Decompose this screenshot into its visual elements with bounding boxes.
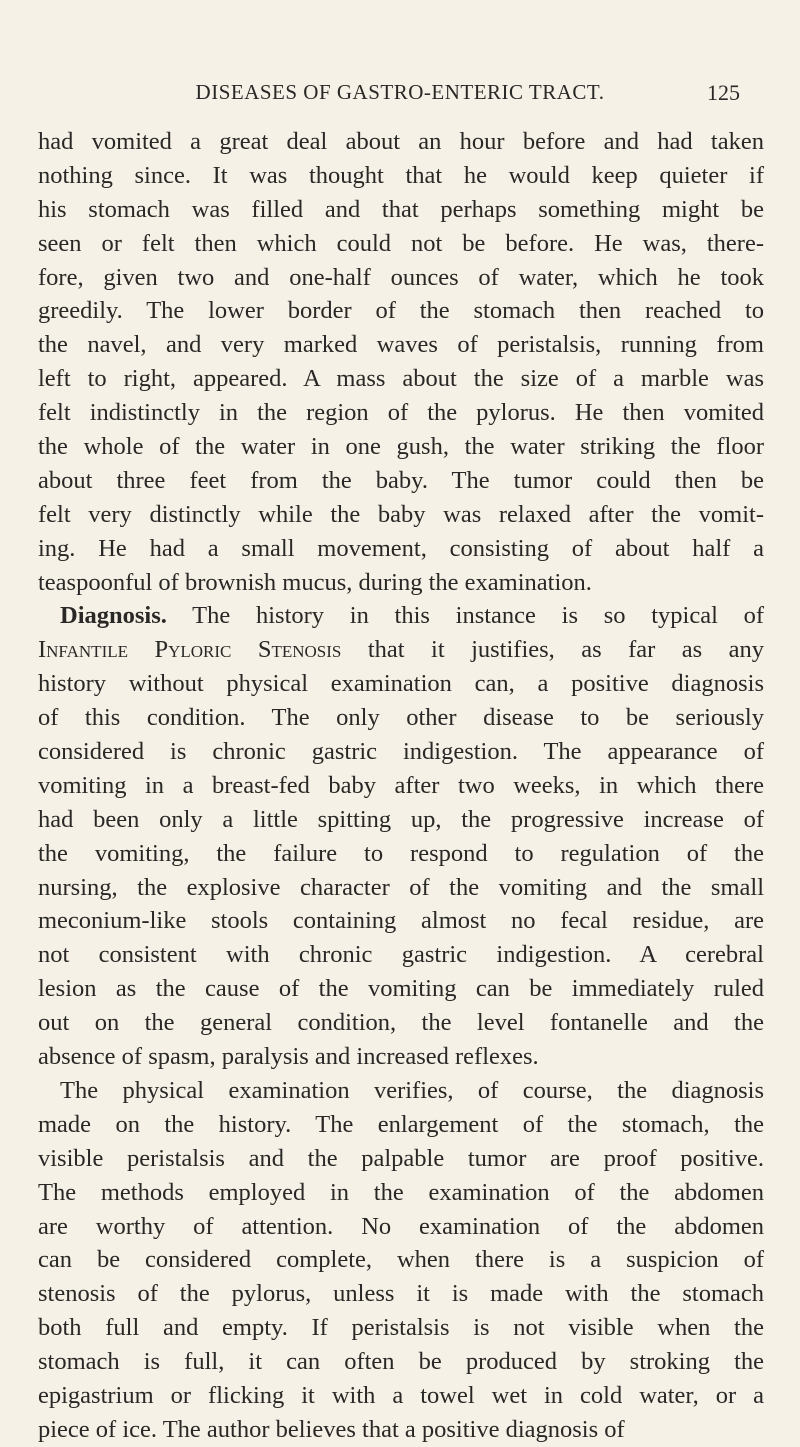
page-number: 125 <box>707 80 740 105</box>
text-line: seen or felt then which could not be before. He was, there- <box>38 229 764 257</box>
text-line: not consistent with chronic gastric indigestion. A cerebral <box>38 941 764 969</box>
running-head: DISEASES OF GASTRO-ENTERIC TRACT. <box>195 80 605 104</box>
text-line: the whole of the water in one gush, the water striking the floor <box>38 433 764 461</box>
text-line: both full and empty. If peristalsis is not visible when the <box>38 1314 764 1342</box>
text-line: had been only a little spitting up, the progressive increase of <box>38 805 764 833</box>
text-line: vomiting in a breast-fed baby after two weeks, in which there <box>38 771 764 799</box>
text-line: fore, given two and one-half ounces of water, which he took <box>38 263 764 291</box>
text-line: made on the history. The enlargement of the stomach, the <box>38 1110 764 1138</box>
diagnosis-heading: Diagnosis. <box>60 602 167 630</box>
text-line: nothing since. It was thought that he would keep quieter if <box>38 161 764 189</box>
text-line: meconium-like stools containing almost no fecal residue, are <box>38 907 764 935</box>
text-line: lesion as the cause of the vomiting can be immediately ruled <box>38 975 764 1003</box>
text-line <box>38 633 764 667</box>
text-line <box>38 599 764 633</box>
text-line: stenosis of the pylorus, unless it is made with the stomach <box>38 1280 764 1308</box>
page-header <box>0 80 800 116</box>
text-line: ing. He had a small movement, consisting of about half a <box>38 534 764 562</box>
text-line: had vomited a great deal about an hour before and had taken <box>38 128 764 155</box>
text-line: considered is chronic gastric indigestion. The appearance of <box>38 738 764 766</box>
text-span: that it justifies, as far as any <box>367 636 765 664</box>
text-line: The methods employed in the examination of the abdomen <box>38 1178 764 1206</box>
text-line: greedily. The lower border of the stomach then reached to <box>38 297 764 325</box>
text-line: felt indistinctly in the region of the pylorus. He then vomited <box>38 399 764 427</box>
text-line: are worthy of attention. No examination of the abdomen <box>38 1212 764 1240</box>
text-line: can be considered complete, when there is a suspicion of <box>38 1246 764 1274</box>
text-line: nursing, the explosive character of the vomiting and the small <box>38 873 764 901</box>
text-line: the vomiting, the failure to respond to regulation of the <box>38 839 764 867</box>
text-line: his stomach was filled and that perhaps something might be <box>38 195 764 223</box>
text-line: history without physical examination can, a positive diagnosis <box>38 670 764 698</box>
text-line: left to right, appeared. A mass about the size of a marble was <box>38 365 764 393</box>
text-line: piece of ice. The author believes that a positive diagnosis of <box>38 1415 625 1443</box>
text-line: absence of spasm, paralysis and increased reflexes. <box>38 1043 539 1071</box>
text-line: teaspoonful of brownish mucus, during the examination. <box>38 568 592 596</box>
text-line: visible peristalsis and the palpable tumor are proof positive. <box>38 1144 764 1172</box>
text-line: epigastrium or flicking it with a towel wet in cold water, or a <box>38 1381 764 1409</box>
condition-name: Infantile Pyloric Stenosis <box>38 636 342 664</box>
text-line: the navel, and very marked waves of peristalsis, running from <box>38 331 764 359</box>
text-line: about three feet from the baby. The tumor could then be <box>38 466 764 494</box>
text-line: of this condition. The only other disease to be seriously <box>38 704 764 732</box>
text-line: The physical examination verifies, of course, the diagnosis <box>60 1076 764 1104</box>
text-line: felt very distinctly while the baby was relaxed after the vomit- <box>38 500 764 528</box>
text-line: out on the general condition, the level fontanelle and the <box>38 1009 764 1037</box>
text-line: stomach is full, it can often be produced by stroking the <box>38 1348 764 1376</box>
text-span: The history in this instance is so typical of <box>192 602 764 630</box>
body-text <box>38 125 764 1447</box>
